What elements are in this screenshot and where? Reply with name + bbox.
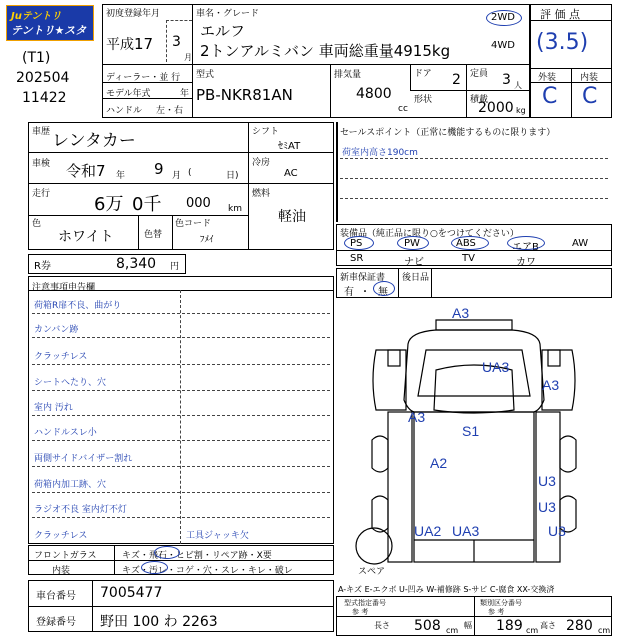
left-front-wheel — [372, 436, 388, 472]
drive-4wd: 4WD — [491, 40, 515, 51]
spare-tire — [356, 528, 392, 564]
mileage-value2: 0千 — [132, 194, 162, 215]
displacement-label: 排気量 — [334, 70, 362, 80]
left-mirror — [388, 350, 400, 366]
recycle-label: R券 — [34, 261, 51, 272]
cert-model-label: 型式指定番号 — [344, 599, 386, 607]
cert-width-label: 幅 — [464, 621, 472, 630]
cert-model-ref: 参 考 — [352, 608, 369, 616]
cert-category-ref: 参 考 — [488, 608, 505, 616]
plate-label: 登録番号 — [36, 617, 76, 628]
color-code-label: 色コード — [175, 219, 212, 229]
logo-line1: Juテントリ — [11, 11, 62, 22]
warranty-dot: ・ — [360, 287, 370, 298]
fuel-label: 燃料 — [252, 189, 271, 199]
shape-label: 形状 — [414, 95, 433, 105]
mark-1: A3 — [452, 305, 470, 321]
chassis-value: 7005477 — [100, 585, 163, 601]
cert-height-unit: cm — [598, 626, 611, 635]
mark-7: U3 — [538, 473, 556, 489]
warranty-yes: 有 — [344, 287, 354, 298]
cab-outline — [404, 330, 544, 412]
diagram-legend: A-キズ E-エクボ U-凹み W-補修跡 S-サビ C-腐食 XX-交換済 — [338, 585, 555, 594]
mark-11: U3 — [548, 523, 566, 539]
doors-value: 2 — [452, 72, 461, 88]
mileage-label: 走行 — [32, 189, 51, 199]
cert-len-value: 508 — [414, 618, 441, 634]
int-label: 内装 — [580, 73, 599, 83]
interior-value: キズ・汚レ・コゲ・穴・スレ・キレ・破レ — [122, 566, 293, 576]
equip-leather: カワ — [516, 257, 536, 268]
model-label: 型式 — [196, 70, 215, 80]
displacement-value: 4800 — [356, 86, 392, 102]
first-reg-month-unit: 月 — [184, 53, 192, 62]
inspection-month: 9 — [154, 160, 164, 178]
recycle-value: 8,340 — [116, 256, 157, 272]
after-label: 後日品 — [402, 273, 430, 283]
cert-height-value: 280 — [566, 618, 593, 634]
equip-ps: PS — [350, 238, 363, 249]
note-4: シートへたり、穴 — [34, 378, 107, 388]
mileage-value1: 6万 — [94, 194, 124, 215]
note-right: 工具ジャッキ欠 — [186, 531, 249, 541]
mileage-value3: 000 — [186, 196, 211, 211]
logo-line2: テントリ★スター — [11, 24, 87, 53]
equip-sr: SR — [350, 253, 364, 264]
right-front-wheel — [560, 436, 576, 472]
inspection-year-unit: 年 — [116, 171, 126, 181]
warranty-no: 無 — [378, 287, 388, 298]
recycle-unit: 円 — [170, 262, 180, 272]
mileage-unit: km — [228, 204, 242, 214]
inspection-day: ( — [188, 168, 192, 178]
payload-unit: kg — [516, 106, 526, 115]
cert-len-label: 長さ — [374, 621, 390, 630]
payload-label: 積載 — [470, 95, 489, 105]
front-bumper-shape — [436, 320, 512, 330]
note-1: 荷箱R扉不良、曲がり — [34, 301, 122, 311]
equip-navi: ナビ — [404, 257, 424, 268]
score-label: 評 価 点 — [540, 8, 580, 21]
color-label: 色 — [32, 219, 42, 229]
note-9: ラジオ不良 室内灯不灯 — [34, 505, 127, 515]
plate-value: 野田 100 わ 2263 — [100, 614, 218, 630]
car-name-label: 車名・グレード — [196, 9, 260, 19]
spare-label: スペア — [358, 567, 386, 577]
equip-aw: AW — [572, 238, 589, 249]
car-name: エルフ — [200, 22, 246, 40]
fuel-value: 軽油 — [278, 209, 306, 225]
inspection-label: 車検 — [32, 159, 51, 169]
right-mirror — [548, 350, 560, 366]
model-year-label: モデル年式 — [106, 89, 151, 99]
note-2: カンバン跡 — [34, 325, 79, 335]
lot-number: 11422 — [22, 90, 67, 106]
cert-width-value: 189 — [496, 618, 523, 634]
int-value: C — [582, 84, 598, 109]
shift-value: ｾﾐAT — [278, 141, 301, 152]
note-7: 両側サイドバイザー割れ — [34, 454, 133, 464]
color-tint-label: 色替 — [144, 230, 163, 240]
chassis-label: 車台番号 — [36, 591, 76, 602]
note-8: 荷箱内加工跡、穴 — [34, 480, 107, 490]
handle-label: ハンドル — [106, 106, 143, 116]
sales-box — [336, 122, 338, 222]
inspection-day-unit: 日) — [226, 171, 239, 181]
note-5: 室内 汚れ — [34, 403, 73, 413]
color-code-value: ﾌﾒｲ — [200, 235, 214, 245]
left-panel — [388, 412, 412, 562]
model-year-unit: 年 — [180, 89, 190, 99]
damage-diagram — [336, 300, 612, 580]
mark-4: A3 — [408, 409, 426, 425]
warranty-label: 新車保証書 — [340, 273, 386, 283]
equip-tv: TV — [462, 253, 475, 264]
mark-5: S1 — [462, 423, 480, 439]
windshield-label: フロントガラス — [34, 551, 97, 561]
mark-6: A2 — [430, 455, 448, 471]
capacity-value: 3 — [502, 72, 511, 88]
shift-label: シフト — [252, 127, 280, 137]
notes-label: 注意事項申告欄 — [32, 283, 96, 293]
dealer-label: ディーラー・並 行 — [106, 73, 181, 83]
ac-value: AC — [284, 168, 298, 179]
sales-item1: 荷室内高さ190cm — [342, 148, 418, 158]
windshield-value: キズ・飛石・ヒビ割・リペア跡・X要 — [122, 551, 272, 561]
cert-len-unit: cm — [446, 626, 459, 635]
first-reg-year: 17 — [134, 35, 154, 53]
ext-value: C — [542, 84, 558, 109]
first-reg-era: 平成 — [106, 37, 134, 53]
score-value: (3.5) — [536, 30, 589, 55]
note-6: ハンドルスレ小 — [34, 428, 97, 438]
model-value: PB-NKR81AN — [196, 86, 293, 104]
cert-category-label: 類別区分番号 — [480, 599, 522, 607]
displacement-unit: cc — [398, 104, 408, 114]
note-3: クラッチレス — [34, 352, 88, 362]
mark-2: UA3 — [482, 359, 510, 375]
ac-label: 冷房 — [252, 158, 271, 168]
inspection-month-unit: 月 — [172, 171, 182, 181]
logo — [6, 5, 94, 53]
capacity-label: 定員 — [470, 69, 489, 79]
capacity-unit: 人 — [514, 81, 522, 90]
first-reg-label: 初度登録年月 — [106, 9, 161, 19]
lot-code: (T1) — [22, 50, 51, 66]
equip-pw: PW — [404, 238, 420, 249]
left-cab-side — [373, 350, 406, 410]
equip-abs: ABS — [456, 238, 476, 249]
recycle-box — [28, 254, 186, 274]
drive-2wd: 2WD — [491, 12, 515, 23]
cert-height-label: 高さ — [540, 621, 556, 630]
car-grade: 2トンアルミバン 車両総重量4915kg — [200, 42, 451, 60]
sales-label: セールスポイント（正常に機能するものに限ります） — [340, 128, 556, 138]
inspection-era: 令和7 — [66, 162, 106, 180]
first-reg-value — [106, 34, 153, 54]
payload-value: 2000 — [478, 100, 514, 116]
handle-value: 左・右 — [156, 106, 184, 116]
usage-value: レンタカー — [52, 131, 136, 151]
usage-label: 車歴 — [32, 127, 51, 137]
left-rear-wheel — [372, 496, 388, 532]
note-10: クラッチレス — [34, 531, 88, 541]
lot-date: 202504 — [16, 70, 70, 86]
ext-label: 外装 — [538, 73, 557, 83]
first-reg-month: 3 — [172, 34, 181, 50]
color-value: ホワイト — [58, 229, 114, 245]
mark-9: UA2 — [414, 523, 442, 539]
mark-3: A3 — [542, 377, 560, 393]
after-box — [398, 268, 612, 298]
doors-label: ドア — [414, 69, 432, 79]
mark-8: U3 — [538, 499, 556, 515]
interior-label: 内装 — [52, 566, 71, 576]
equip-airbag: エアB — [512, 242, 539, 253]
equipment-label: 装備品（純正品に限り○をつけてください） — [340, 229, 519, 239]
mark-10: UA3 — [452, 523, 480, 539]
cert-width-unit: cm — [526, 626, 539, 635]
